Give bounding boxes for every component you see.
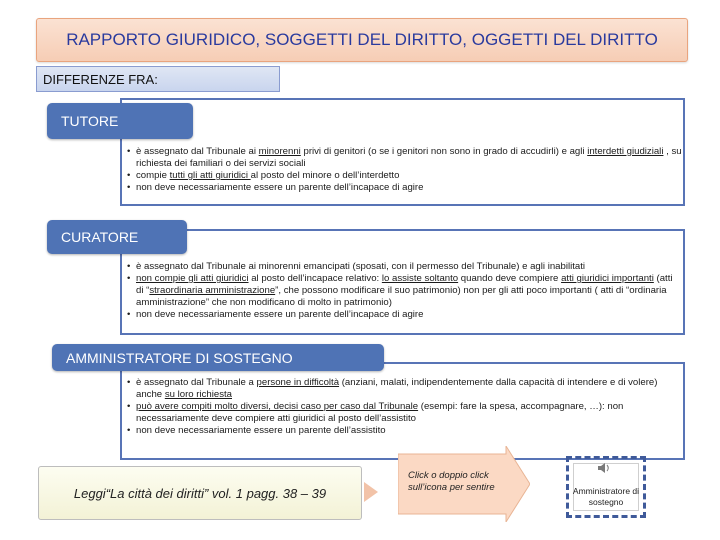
curatore-bullet-1: • è assegnato dal Tribunale ai minorenni emancipati (sposati, con il permesso del Tribunale) e agli inabilitati: [127, 261, 682, 273]
amministratore-tag-label: AMMINISTRATORE DI SOSTEGNO: [66, 349, 293, 366]
book-reference-text: Leggi“La città dei diritti” vol. 1 pagg. 38 – 39: [73, 485, 327, 501]
amministratore-bullet-2: • può avere compiti molto diversi, decisi caso per caso dal Tribunale (esempi: fare la spesa, accompagnare, …): non necessariamente deve compiere atti giuridici al posto dell’assistito: [127, 401, 682, 425]
speaker-icon[interactable]: [597, 462, 611, 474]
amministratore-bullets: [127, 377, 682, 437]
slide-title-text: RAPPORTO GIURIDICO, SOGGETTI DEL DIRITTO, OGGETTI DEL DIRITTO: [66, 30, 658, 49]
tutore-bullet-1: • è assegnato dal Tribunale ai minorenni privi di genitori (o se i genitori non sono in grado di accudirli) e agli interdetti giudiziali , su richiesta dei familiari o dei servizi sociali: [127, 146, 682, 170]
curatore-tag: [47, 220, 187, 254]
tutore-tag: [47, 103, 193, 139]
curatore-tag-label: CURATORE: [61, 229, 139, 245]
differences-label: [36, 66, 280, 92]
tutore-bullets: [127, 146, 682, 194]
arrow-right-icon: [364, 482, 378, 502]
curatore-bullets: [127, 261, 682, 321]
book-reference: [38, 466, 362, 520]
differences-label-text: DIFFERENZE FRA:: [43, 71, 158, 87]
tutore-bullet-3: • non deve necessariamente essere un parente dell’incapace di agire: [127, 182, 682, 194]
amministratore-bullet-1: • è assegnato dal Tribunale a persone in difficoltà (anziani, malati, indipendentemente dalla capacità di intendere e di volere) anche su loro richiesta: [127, 377, 682, 401]
tutore-tag-label: TUTORE: [61, 113, 119, 129]
callout-text: Click o doppio click sull’icona per sentire: [408, 470, 495, 493]
slide-title: [36, 18, 688, 62]
amministratore-bullet-3: • non deve necessariamente essere un parente dell’assistito: [127, 425, 682, 437]
curatore-bullet-2: • non compie gli atti giuridici al posto dell’incapace relativo: lo assiste soltanto quando deve compiere atti giuridici importanti (atti di “straordinaria amministrazione”, che possono modificare il suo patrimonio) non per gli atti poco importanti ( atti di “ordinaria amministrazione” che non modificano di molto in patrimonio): [127, 273, 682, 309]
curatore-bullet-3: • non deve necessariamente essere un parente dell’incapace di agire: [127, 309, 682, 321]
amministratore-tag: [52, 344, 384, 371]
tutore-bullet-2: • compie tutti gli atti giuridici al posto del minore o dell’interdetto: [127, 170, 682, 182]
audio-icon-label: Amministratore di sostegno: [572, 486, 640, 507]
